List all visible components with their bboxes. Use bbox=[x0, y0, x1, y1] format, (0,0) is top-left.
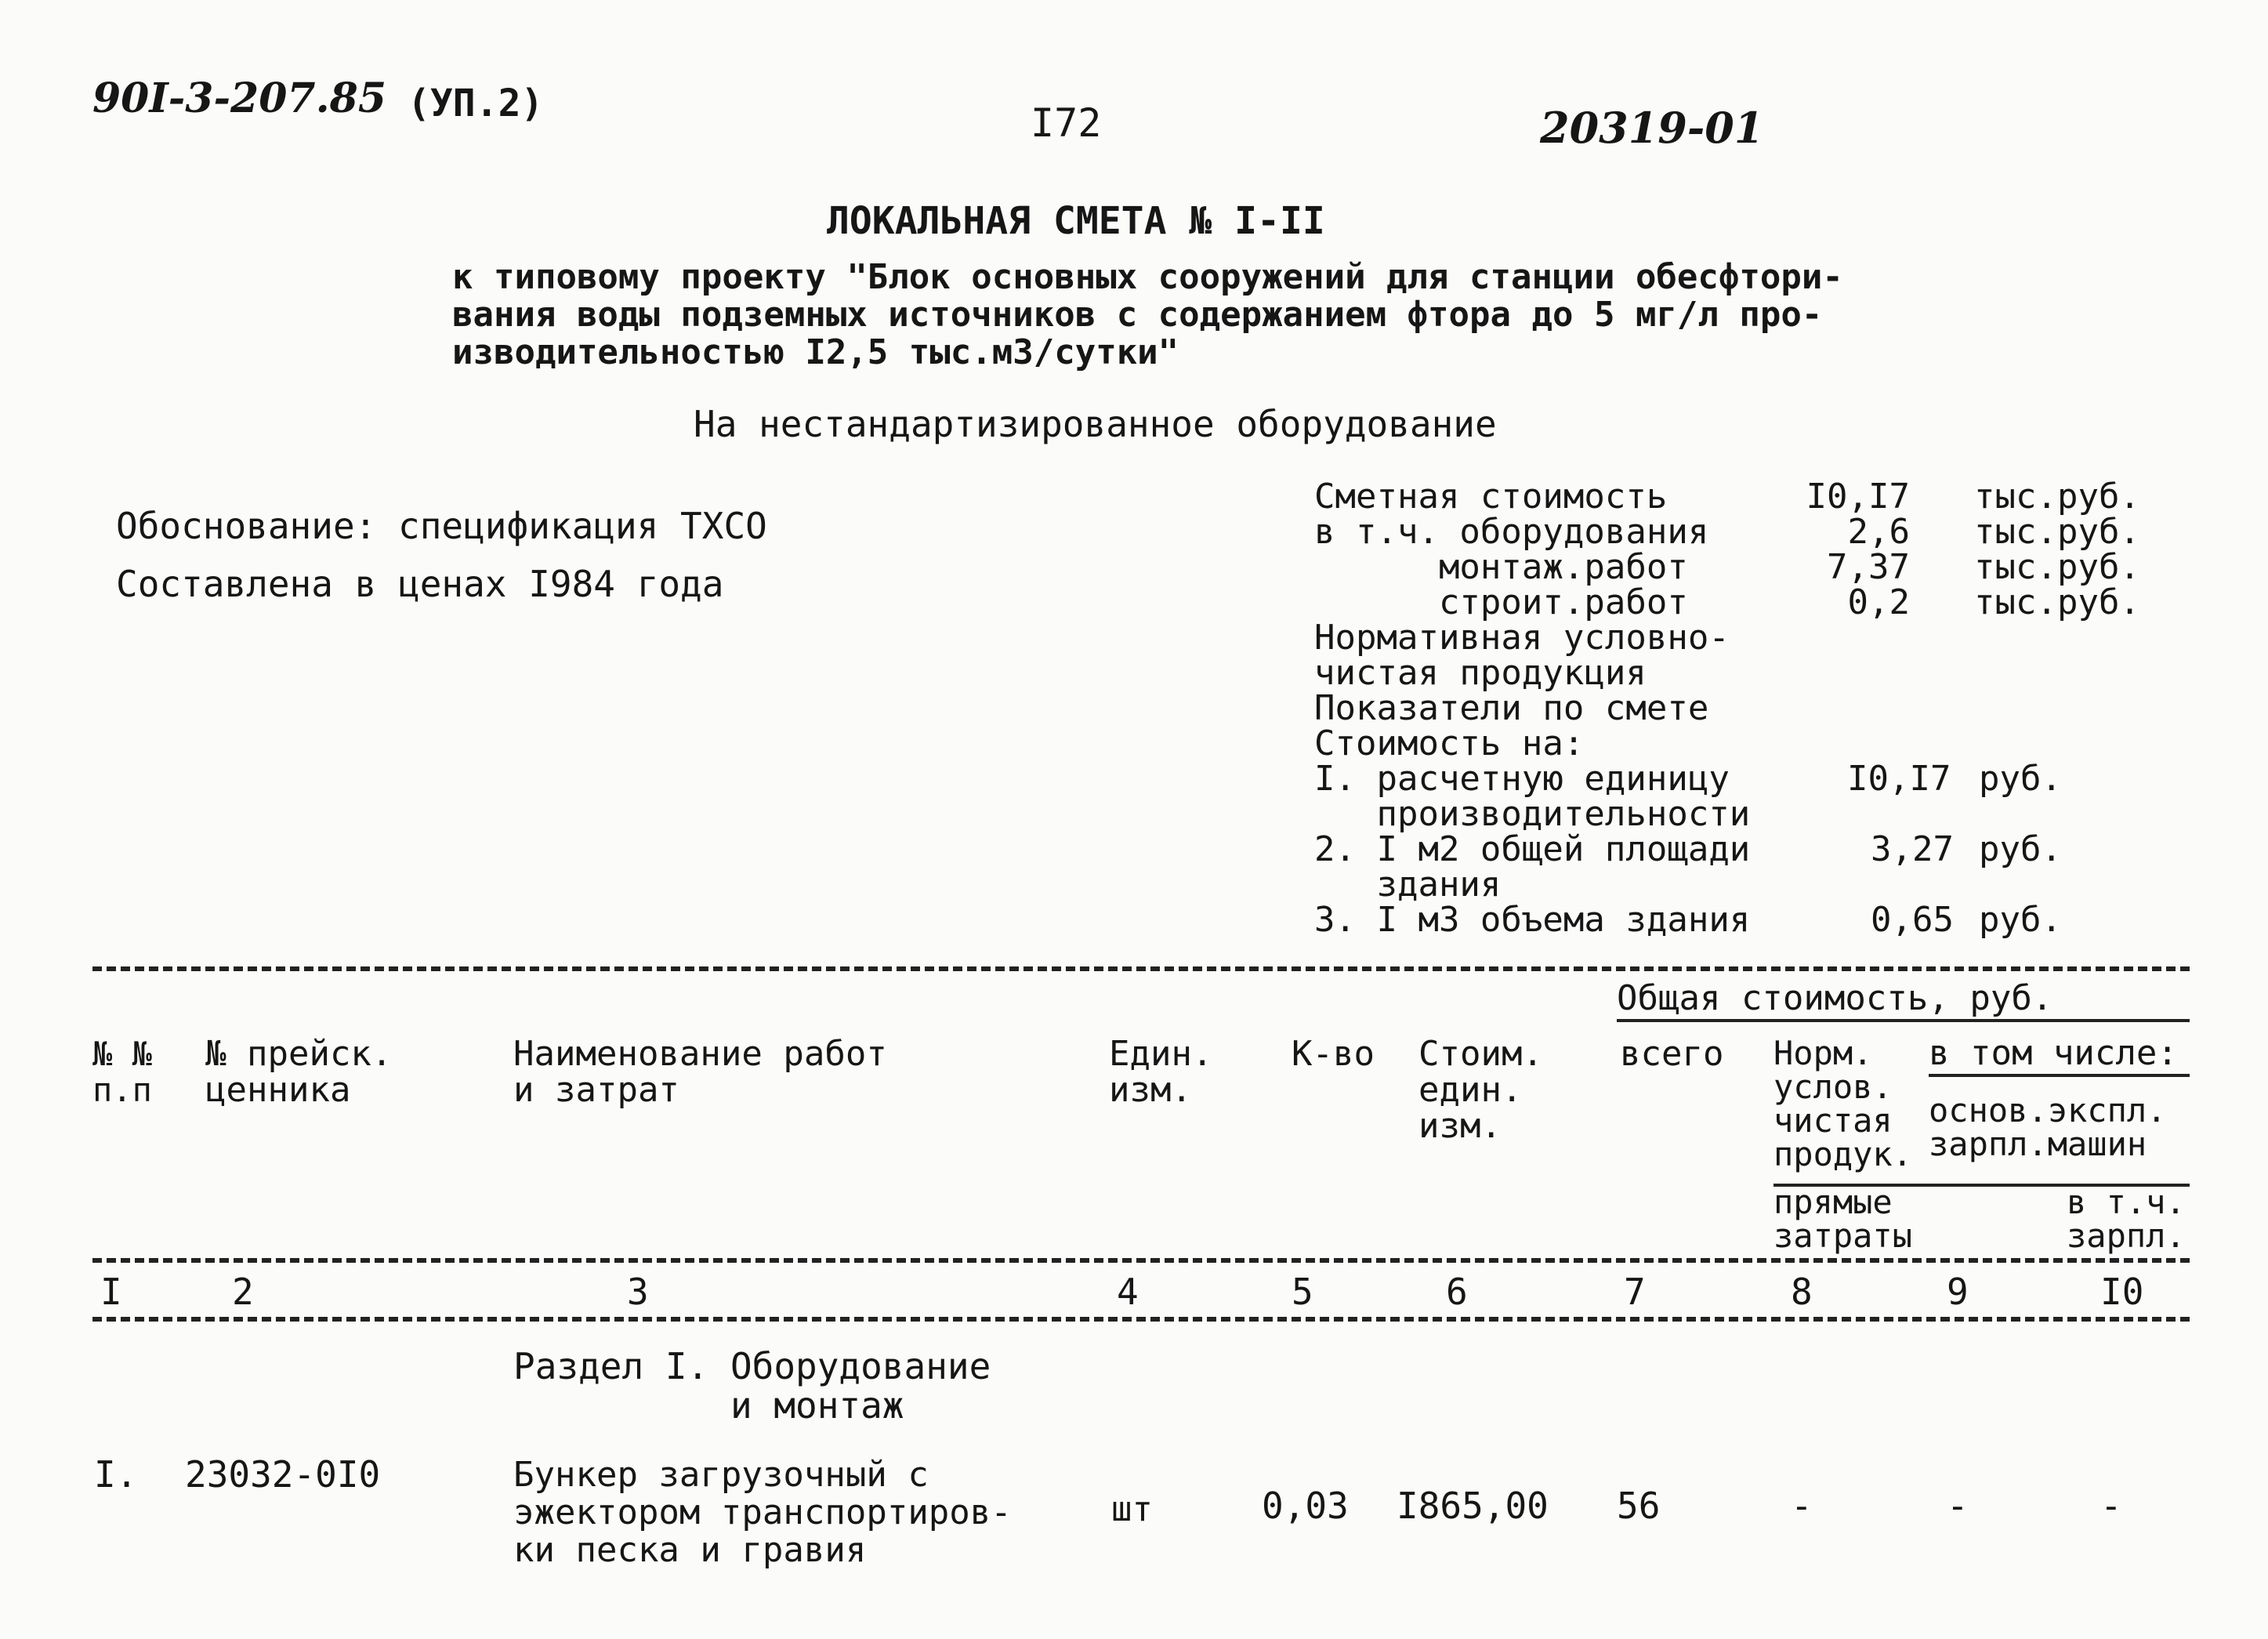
total-cost-underline bbox=[1617, 1019, 2190, 1022]
estimate-title: ЛОКАЛЬНАЯ СМЕТА № I-II bbox=[827, 199, 1325, 243]
summary-label: Стоимость на: bbox=[1314, 723, 1585, 763]
justification-text: Обоснование: спецификация ТХСО bbox=[116, 505, 767, 547]
summary-label: чистая продукция bbox=[1314, 653, 1647, 693]
row-wages-value: - bbox=[1947, 1485, 1969, 1527]
col-header-name: Наименование работ и затрат bbox=[513, 1034, 887, 1110]
summary-label: строит.работ bbox=[1314, 582, 1688, 622]
summary-label: Нормативная условно- bbox=[1314, 618, 1730, 658]
row-quantity: 0,03 bbox=[1262, 1485, 1349, 1527]
summary-label: 3. I м3 объема здания bbox=[1314, 900, 1751, 940]
summary-line bbox=[1314, 900, 2168, 940]
row-item-name: Бункер загрузочный с эжектором транспортиров- ки песка и гравия bbox=[513, 1455, 1012, 1570]
incl-group-underline bbox=[1929, 1074, 2190, 1077]
summary-block bbox=[1314, 477, 2168, 940]
summary-label: I. расчетную единицу bbox=[1314, 759, 1730, 799]
row-index: I. bbox=[94, 1453, 138, 1496]
col-header-price-code: № прейск. ценника bbox=[205, 1034, 393, 1110]
col-header-qty: К-во bbox=[1292, 1034, 1375, 1074]
summary-unit: руб. bbox=[1979, 900, 2062, 940]
col-header-wages-machines: основ.экспл. зарпл.машин bbox=[1929, 1091, 2167, 1163]
col-header-unit: Един. изм. bbox=[1109, 1034, 1213, 1110]
col-header-index: № № п.п bbox=[92, 1035, 152, 1109]
column-number: I bbox=[100, 1271, 122, 1313]
col-header-machine-wages: в т.ч. зарпл. bbox=[2067, 1183, 2186, 1255]
price-level-text: Составлена в ценах I984 года bbox=[116, 563, 724, 605]
summary-label: Сметная стоимость bbox=[1314, 477, 1668, 517]
summary-value: 2,6 bbox=[1847, 512, 1910, 552]
summary-label: здания bbox=[1314, 865, 1502, 905]
column-number: 6 bbox=[1446, 1271, 1468, 1313]
summary-label: 2. I м2 общей площади bbox=[1314, 829, 1751, 869]
summary-label: монтаж.работ bbox=[1314, 547, 1688, 587]
summary-label: в т.ч. оборудования bbox=[1314, 512, 1709, 552]
summary-line bbox=[1314, 618, 2168, 658]
summary-label: Показатели по смете bbox=[1314, 688, 1709, 728]
summary-line bbox=[1314, 512, 2168, 552]
summary-label: производительности bbox=[1314, 794, 1751, 834]
project-subtitle-line-3: изводительностью I2,5 тыс.м3/сутки" bbox=[452, 332, 1179, 372]
project-subtitle-line-1: к типовому проекту "Блок основных сооружений для станции обесфтори- bbox=[452, 257, 1843, 297]
summary-value: I0,I7 bbox=[1806, 477, 1910, 517]
column-numbers-top-rule bbox=[92, 1258, 2190, 1263]
document-code: 90I-3-207.85 bbox=[92, 74, 387, 122]
summary-value: 3,27 bbox=[1871, 829, 1954, 869]
column-number: 4 bbox=[1117, 1271, 1139, 1313]
row-machines-value: - bbox=[2100, 1485, 2122, 1527]
summary-unit: руб. bbox=[1979, 759, 2062, 799]
row-unit-cost: I865,00 bbox=[1397, 1485, 1549, 1527]
summary-line bbox=[1314, 794, 2168, 834]
summary-value: 7,37 bbox=[1827, 547, 1910, 587]
project-subtitle-line-2: вания воды подземных источников с содержанием фтора до 5 мг/л про- bbox=[452, 295, 1823, 335]
col-header-unit-cost: Стоим. един. изм. bbox=[1418, 1034, 1543, 1146]
column-number: 8 bbox=[1791, 1271, 1813, 1313]
section-title: Раздел I. Оборудование и монтаж bbox=[513, 1345, 991, 1427]
summary-unit: тыс.руб. bbox=[1974, 477, 2140, 517]
row-price-code: 23032-0I0 bbox=[185, 1453, 381, 1496]
album-label: (УП.2) bbox=[408, 82, 544, 125]
summary-line bbox=[1314, 865, 2168, 905]
summary-line bbox=[1314, 582, 2168, 622]
page-number: I72 bbox=[1031, 100, 1102, 146]
summary-value: I0,I7 bbox=[1847, 759, 1951, 799]
summary-value: 0,65 bbox=[1871, 900, 1954, 940]
summary-line bbox=[1314, 723, 2168, 763]
col-header-norm: Норм. услов. чистая продук. bbox=[1773, 1034, 1913, 1173]
column-number: 2 bbox=[232, 1271, 254, 1313]
column-number: 5 bbox=[1292, 1271, 1313, 1313]
summary-unit: руб. bbox=[1979, 829, 2062, 869]
column-numbers-bottom-rule bbox=[92, 1317, 2190, 1322]
table-top-rule bbox=[92, 966, 2190, 971]
summary-line bbox=[1314, 759, 2168, 799]
archive-number: 20319-01 bbox=[1540, 103, 1764, 153]
column-number: 9 bbox=[1947, 1271, 1969, 1313]
summary-line bbox=[1314, 547, 2168, 587]
summary-line bbox=[1314, 829, 2168, 869]
summary-line bbox=[1314, 653, 2168, 693]
summary-line bbox=[1314, 688, 2168, 728]
summary-unit: тыс.руб. bbox=[1974, 547, 2140, 587]
incl-group-header: в том числе: bbox=[1929, 1033, 2178, 1073]
row-total: 56 bbox=[1617, 1485, 1661, 1527]
summary-unit: тыс.руб. bbox=[1974, 512, 2140, 552]
col-header-direct-costs: прямые затраты bbox=[1773, 1183, 1913, 1255]
col-header-total: всего bbox=[1620, 1034, 1724, 1074]
direct-costs-underline bbox=[1773, 1184, 2190, 1187]
row-unit: шт bbox=[1111, 1489, 1153, 1529]
row-norm-value: - bbox=[1791, 1485, 1813, 1527]
estimate-subject: На нестандартизированное оборудование bbox=[694, 403, 1497, 445]
column-number: 3 bbox=[627, 1271, 649, 1313]
total-cost-group-header: Общая стоимость, руб. bbox=[1617, 978, 2053, 1018]
summary-unit: тыс.руб. bbox=[1974, 582, 2140, 622]
column-number: 7 bbox=[1624, 1271, 1646, 1313]
summary-value: 0,2 bbox=[1847, 582, 1910, 622]
summary-line bbox=[1314, 477, 2168, 517]
column-number: I0 bbox=[2100, 1271, 2144, 1313]
